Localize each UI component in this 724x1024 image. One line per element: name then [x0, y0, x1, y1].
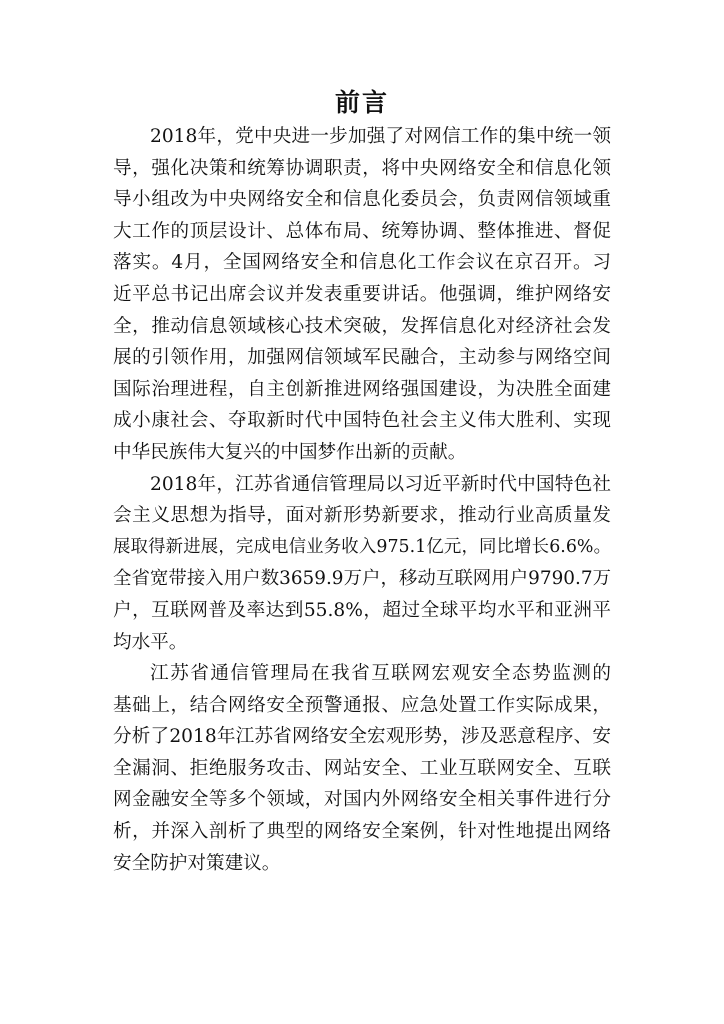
- text-line: 江苏省通信管理局在我省互联网宏观安全态势监测的: [150, 663, 611, 685]
- page-title: 前言: [334, 88, 389, 117]
- text-line: 展取得新进展，完成电信业务收入975.1亿元，同比增长6.6%。: [113, 536, 611, 557]
- text-line: 分析了2018年江苏省网络安全宏观形势，涉及恶意程序、安: [113, 726, 611, 748]
- text-line: 导小组改为中央网络安全和信息化委员会，负责网信领域重: [113, 189, 611, 211]
- text-line: 导，强化决策和统筹协调职责，将中央网络安全和信息化领: [113, 157, 611, 179]
- text-line: 安全防护对策建议。: [113, 852, 281, 874]
- body-text: [113, 121, 611, 879]
- text-line: 均水平。: [113, 631, 188, 653]
- text-line: 户，互联网普及率达到55.8%，超过全球平均水平和亚洲平: [113, 599, 611, 621]
- text-line: 2018年，党中央进一步加强了对网信工作的集中统一领: [150, 126, 611, 147]
- text-line: 大工作的顶层设计、总体布局、统筹协调、整体推进、督促: [113, 220, 611, 242]
- text-line: 会主义思想为指导，面对新形势新要求，推动行业高质量发: [113, 505, 611, 527]
- text-line: 析，并深入剖析了典型的网络安全案例，针对性地提出网络: [113, 821, 611, 843]
- text-line: 国际治理进程，自主创新推进网络强国建设，为决胜全面建: [113, 378, 611, 400]
- text-line: 基础上，结合网络安全预警通报、应急处置工作实际成果，: [113, 694, 611, 716]
- text-line: 全，推动信息领域核心技术突破，发挥信息化对经济社会发: [113, 315, 611, 337]
- text-line: 网金融安全等多个领域，对国内外网络安全相关事件进行分: [113, 789, 611, 811]
- text-line: 全省宽带接入用户数3659.9万户，移动互联网用户9790.7万: [113, 568, 611, 590]
- text-line: 成小康社会、夺取新时代中国特色社会主义伟大胜利、实现: [113, 410, 611, 432]
- text-line: 展的引领作用，加强网信领域军民融合，主动参与网络空间: [113, 347, 611, 369]
- text-line: 落实。4月，全国网络安全和信息化工作会议在京召开。习: [113, 252, 611, 274]
- text-line: 2018年，江苏省通信管理局以习近平新时代中国特色社: [150, 473, 611, 495]
- text-line: 中华民族伟大复兴的中国梦作出新的贡献。: [113, 441, 467, 463]
- text-line: 近平总书记出席会议并发表重要讲话。他强调，维护网络安: [113, 283, 611, 305]
- text-line: 全漏洞、拒绝服务攻击、网站安全、工业互联网安全、互联: [113, 757, 611, 779]
